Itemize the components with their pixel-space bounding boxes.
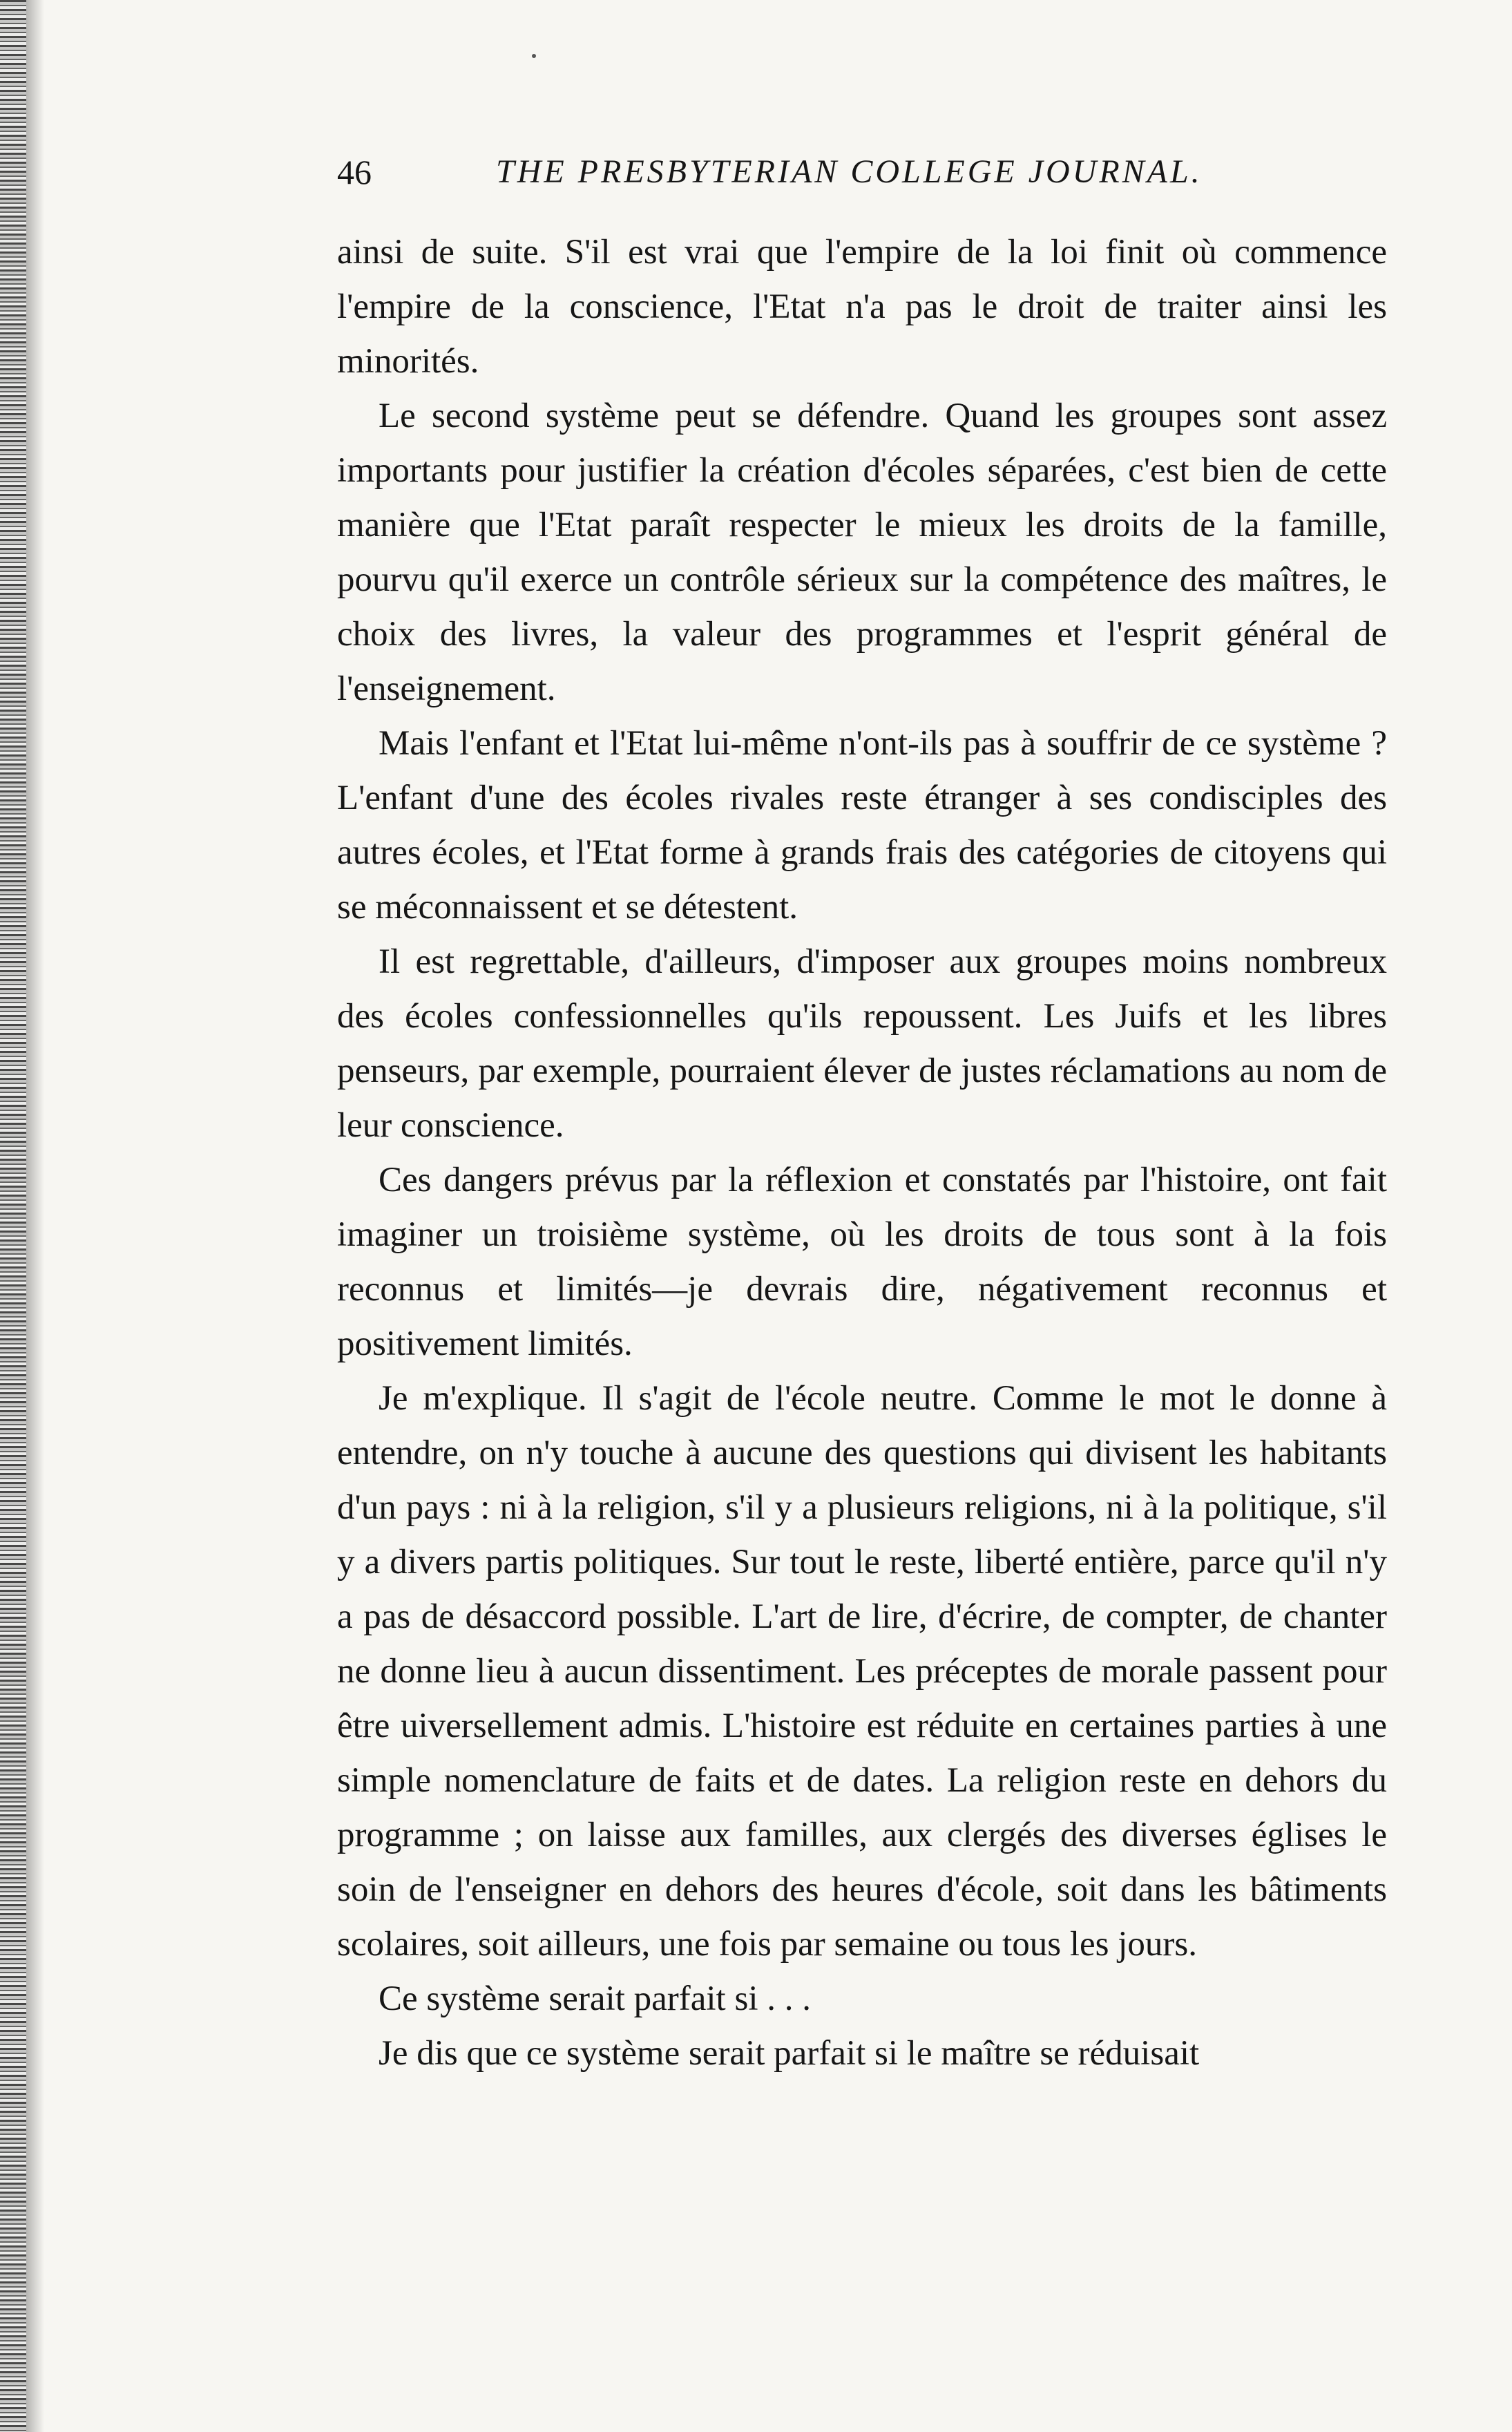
- running-head: [337, 148, 1387, 196]
- paragraph: ainsi de suite. S'il est vrai que l'empire de la loi finit où commence l'empire de la conscience, l'Etat n'a pas le droit de traiter ainsi les minorités.: [337, 233, 1387, 381]
- body-text: [337, 225, 1387, 2081]
- journal-title: THE PRESBYTERIAN COLLEGE JOURNAL.: [496, 153, 1203, 190]
- paragraph: Ces dangers prévus par la réflexion et constatés par l'histoire, ont fait imaginer un troisième système, où les droits de tous sont à la fois reconnus et limités—je devrais dire, négativement reconnus et positivement limités.: [337, 1161, 1387, 1363]
- print-speck: [532, 54, 536, 58]
- paragraph: Le second système peut se défendre. Quand les groupes sont assez importants pour justifier la création d'écoles séparées, c'est bien de cette manière que l'Etat paraît respecter le mieux les droits de la famille, pourvu qu'il exerce un contrôle sérieux sur la compétence des maîtres, le choix des livres, la valeur des programmes et l'esprit général de l'enseignement.: [337, 397, 1387, 708]
- paragraph: Il est regrettable, d'ailleurs, d'imposer aux groupes moins nombreux des écoles confessionnelles qu'ils repoussent. Les Juifs et les libres penseurs, par exemple, pourraient élever de justes réclamations au nom de leur conscience.: [337, 942, 1387, 1145]
- paragraph: Ce système serait parfait si . . .: [379, 1979, 811, 2018]
- paragraph: Mais l'enfant et l'Etat lui-même n'ont-ils pas à souffrir de ce système ? L'enfant d'une des écoles rivales reste étranger à ses condisciples des autres écoles, et l'Etat forme à grands frais des catégories de citoyens qui se méconnaissent et se détestent.: [337, 724, 1387, 927]
- page-number: 46: [337, 153, 372, 191]
- page-binding-shadow: [26, 0, 44, 2432]
- page-binding-edge: [0, 0, 26, 2432]
- paragraph: Je dis que ce système serait parfait si le maître se réduisait: [379, 2034, 1200, 2073]
- paragraph: Je m'explique. Il s'agit de l'école neutre. Comme le mot le donne à entendre, on n'y touche à aucune des questions qui divisent les habitants d'un pays : ni à la religion, s'il y a plusieurs religions, ni à la politique, s'il y a divers partis politiques. Sur tout le reste, liberté entière, parce qu'il n'y a pas de désaccord possible. L'art de lire, d'écrire, de compter, de chanter ne donne lieu à aucun dissentiment. Les préceptes de morale passent pour être uiversellement admis. L'histoire est réduite en certaines parties à une simple nomenclature de faits et de dates. La religion reste en dehors du programme ; on laisse aux familles, aux clergés des diverses églises le soin de l'enseigner en dehors des heures d'école, soit dans les bâtiments scolaires, soit ailleurs, une fois par semaine ou tous les jours.: [337, 1379, 1387, 1964]
